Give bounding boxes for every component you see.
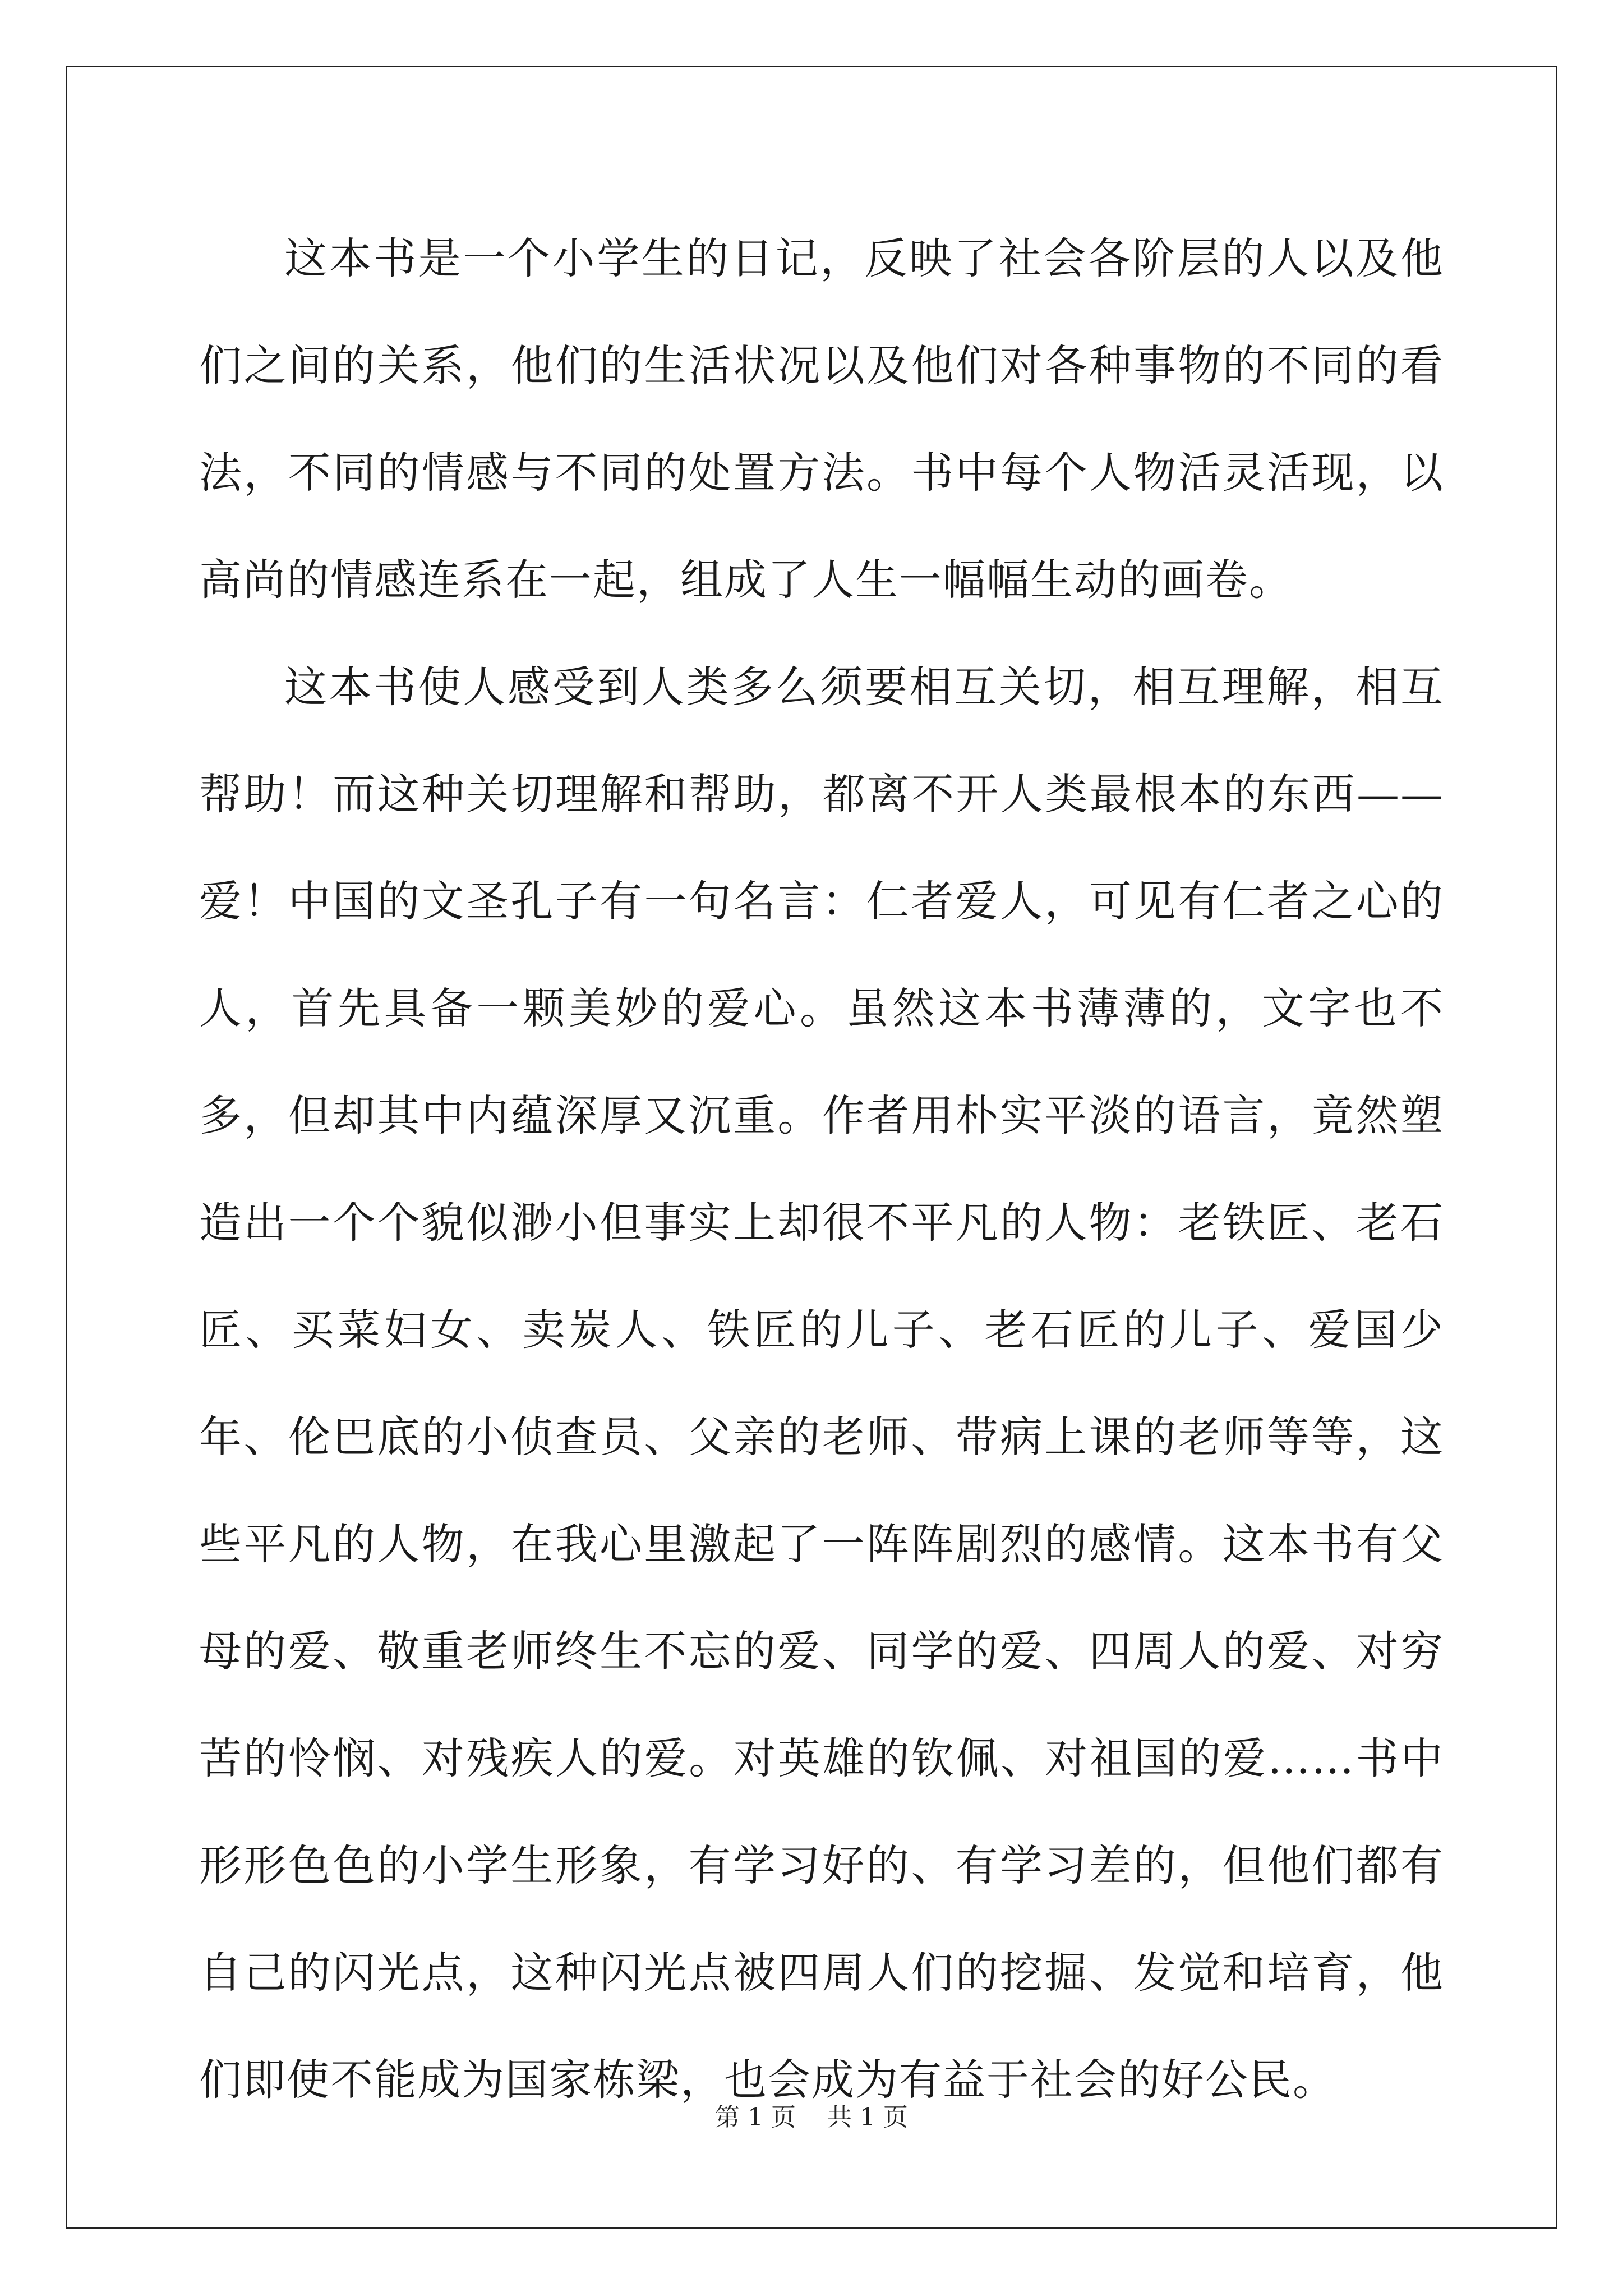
paragraph-2: 这本书使人感受到人类多么须要相互关切，相互理解，相互帮助！而这种关切理解和帮助，都离不开人类最根本的东西——爱！中国的文圣孔子有一句名言：仁者爱人，可见有仁者之心的人，首先具备一颗美妙的爱心。虽然这本书薄薄的，文字也不多，但却其中内蕴深厚又沉重。作者用朴实平淡的语言，竟然塑造出一个个貌似渺小但事实上却很不平凡的人物：老铁匠、老石匠、买菜妇女、卖炭人、铁匠的儿子、老石匠的儿子、爱国少年、伦巴底的小侦查员、父亲的老师、带病上课的老师等等，这些平凡的人物，在我心里激起了一阵阵剧烈的感情。这本书有父母的爱、敬重老师终生不忘的爱、同学的爱、四周人的爱、对穷苦的怜悯、对残疾人的爱。对英雄的钦佩、对祖国的爱……书中形形色色的小学生形象，有学习好的、有学习差的，但他们都有自己的闪光点，这种闪光点被四周人们的挖掘、发觉和培育，他们即使不能成为国家栋梁，也会成为有益于社会的好公民。 [199, 662, 1444, 2105]
page-number-footer: 第 1 页 共 1 页 [715, 2103, 908, 2132]
paragraph-1: 这本书是一个小学生的日记，反映了社会各阶层的人以及他们之间的关系，他们的生活状况以及他们对各种事物的不同的看法，不同的情感与不同的处置方法。书中每个人物活灵活现，以高尚的情感连系在一起，组成了人生一幅幅生动的画卷。 [199, 233, 1444, 605]
document-body [199, 205, 1444, 2133]
